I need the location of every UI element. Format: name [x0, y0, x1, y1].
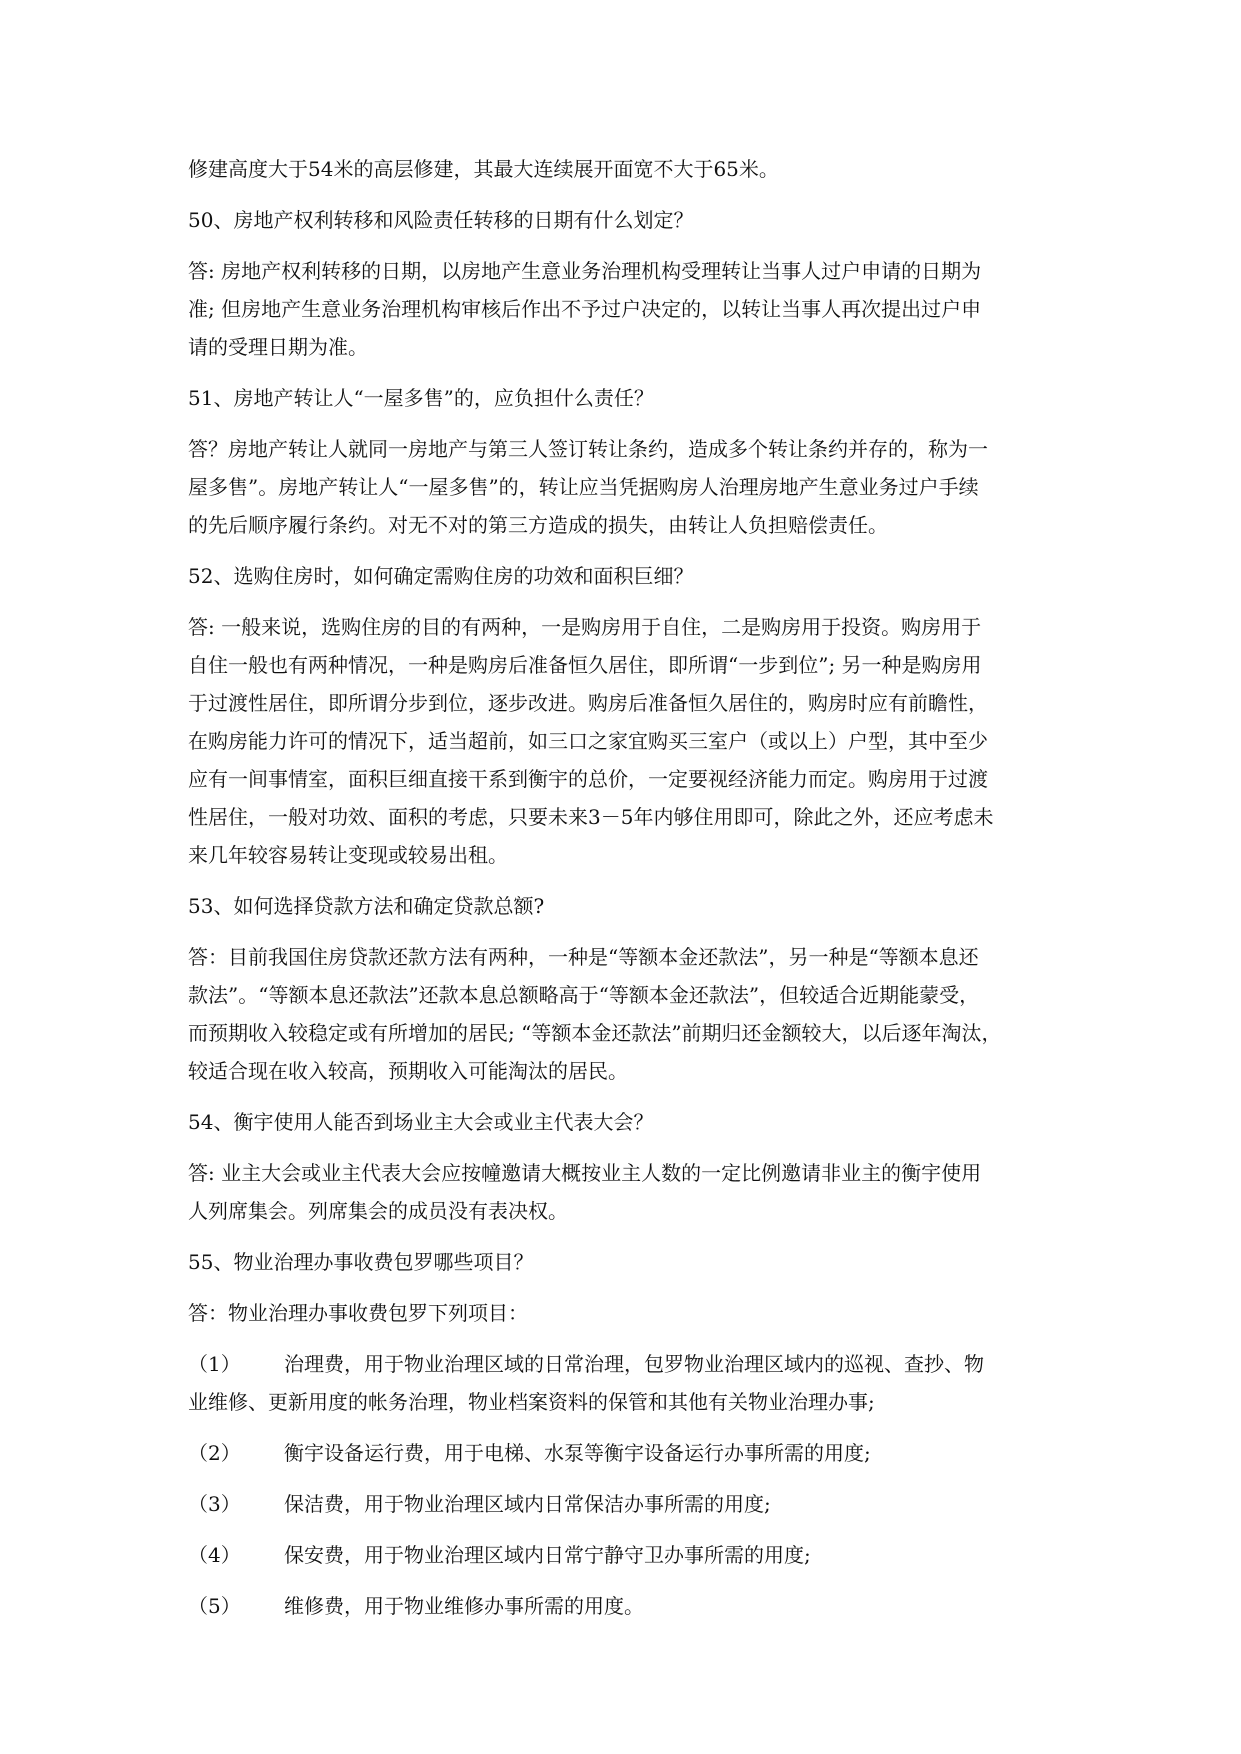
text-line: 答: 一般来说，选购住房的目的有两种，一是购房用于自住，二是购房用于投资。购房用于 [188, 615, 982, 639]
paragraph [188, 252, 1060, 366]
text-line: 人列席集会。列席集会的成员没有表决权。 [188, 1199, 568, 1223]
text-line: 款法”。“等额本息还款法”还款本息总额略高于“等额本金还款法”，但较适合近期能蒙受， [188, 983, 980, 1007]
text-line: 答: 业主大会或业主代表大会应按幢邀请大概按业主人数的一定比例邀请非业主的衡宇使用 [188, 1161, 982, 1185]
text-line: 请的受理日期为准。 [188, 335, 368, 359]
paragraph [188, 887, 1060, 925]
text-line: 较适合现在收入较高，预期收入可能淘汰的居民。 [188, 1059, 628, 1083]
text-line [188, 1434, 1060, 1472]
paragraph [188, 1243, 1060, 1281]
item-number: （3） [188, 1492, 241, 1516]
text-line [188, 1345, 1060, 1383]
text-line: 在购房能力许可的情况下，适当超前，如三口之家宜购买三室户（或以上）户型，其中至少 [188, 729, 988, 753]
paragraph [188, 150, 1060, 188]
paragraph [188, 1103, 1060, 1141]
paragraph [188, 430, 1060, 544]
text-line [188, 1485, 1060, 1523]
text-line: 自住一般也有两种情况，一种是购房后准备恒久居住，即所谓“一步到位”; 另一种是购房用 [188, 653, 982, 677]
item-number: （2） [188, 1441, 241, 1465]
text-line: 54、衡宇使用人能否到场业主大会或业主代表大会？ [188, 1110, 654, 1134]
list-item [188, 1587, 1060, 1625]
text-line: 来几年较容易转让变现或较易出租。 [188, 843, 508, 867]
item-text: 维修费，用于物业维修办事所需的用度。 [284, 1594, 644, 1618]
text-line: 修建高度大于54米的高层修建，其最大连续展开面宽不大于65米。 [188, 157, 779, 181]
text-line: 53、如何选择贷款方法和确定贷款总额? [188, 894, 545, 918]
text-line: 答: 房地产权利转移的日期，以房地产生意业务治理机构受理转让当事人过户申请的日期为 [188, 259, 982, 283]
document-body [188, 150, 1060, 1332]
paragraph [188, 379, 1060, 417]
paragraph [188, 557, 1060, 595]
text-line [188, 1536, 1060, 1574]
text-line: 而预期收入较稳定或有所增加的居民; “等额本金还款法”前期归还金额较大，以后逐年淘汰， [188, 1021, 1002, 1045]
item-number: （5） [188, 1594, 241, 1618]
item-number: （4） [188, 1543, 241, 1567]
text-line: 于过渡性居住，即所谓分步到位，逐步改进。购房后准备恒久居住的，购房时应有前瞻性， [188, 691, 988, 715]
text-line: 52、选购住房时，如何确定需购住房的功效和面积巨细？ [188, 564, 694, 588]
item-number: （1） [188, 1352, 241, 1376]
text-line [188, 1587, 1060, 1625]
text-line: 屋多售”。房地产转让人“一屋多售”的，转让应当凭据购房人治理房地产生意业务过户手续 [188, 475, 979, 499]
text-line: 50、房地产权利转移和风险责任转移的日期有什么划定？ [188, 208, 694, 232]
item-text: 保安费，用于物业治理区域内日常宁静守卫办事所需的用度; [284, 1543, 811, 1567]
text-line: 应有一间事情室，面积巨细直接干系到衡宇的总价，一定要视经济能力而定。购房用于过渡 [188, 767, 988, 791]
text-line: 的先后顺序履行条约。对无不对的第三方造成的损失，由转让人负担赔偿责任。 [188, 513, 888, 537]
item-text: 治理费，用于物业治理区域的日常治理，包罗物业治理区域内的巡视、查抄、物 [284, 1352, 984, 1376]
list-item [188, 1434, 1060, 1472]
list-item [188, 1345, 1060, 1421]
document-page [188, 150, 1060, 1638]
paragraph [188, 938, 1060, 1090]
item-text: 衡宇设备运行费，用于电梯、水泵等衡宇设备运行办事所需的用度; [284, 1441, 871, 1465]
text-line: 答：物业治理办事收费包罗下列项目： [188, 1301, 528, 1325]
list-item [188, 1485, 1060, 1523]
text-line: 答：目前我国住房贷款还款方法有两种，一种是“等额本金还款法”，另一种是“等额本息还 [188, 945, 979, 969]
text-line: 性居住，一般对功效、面积的考虑，只要未来3－5年内够住用即可，除此之外，还应考虑未 [188, 805, 994, 829]
paragraph [188, 1154, 1060, 1230]
text-line: 55、物业治理办事收费包罗哪些项目？ [188, 1250, 534, 1274]
paragraph [188, 1294, 1060, 1332]
paragraph [188, 201, 1060, 239]
text-line: 答？房地产转让人就同一房地产与第三人签订转让条约，造成多个转让条约并存的，称为一 [188, 437, 988, 461]
text-line: 业维修、更新用度的帐务治理，物业档案资料的保管和其他有关物业治理办事; [188, 1390, 875, 1414]
paragraph [188, 608, 1060, 874]
text-line: 51、房地产转让人“一屋多售”的，应负担什么责任？ [188, 386, 654, 410]
text-line: 准; 但房地产生意业务治理机构审核后作出不予过户决定的，以转让当事人再次提出过户申 [188, 297, 982, 321]
list-item [188, 1536, 1060, 1574]
fee-item-list [188, 1345, 1060, 1625]
item-text: 保洁费，用于物业治理区域内日常保洁办事所需的用度; [284, 1492, 771, 1516]
